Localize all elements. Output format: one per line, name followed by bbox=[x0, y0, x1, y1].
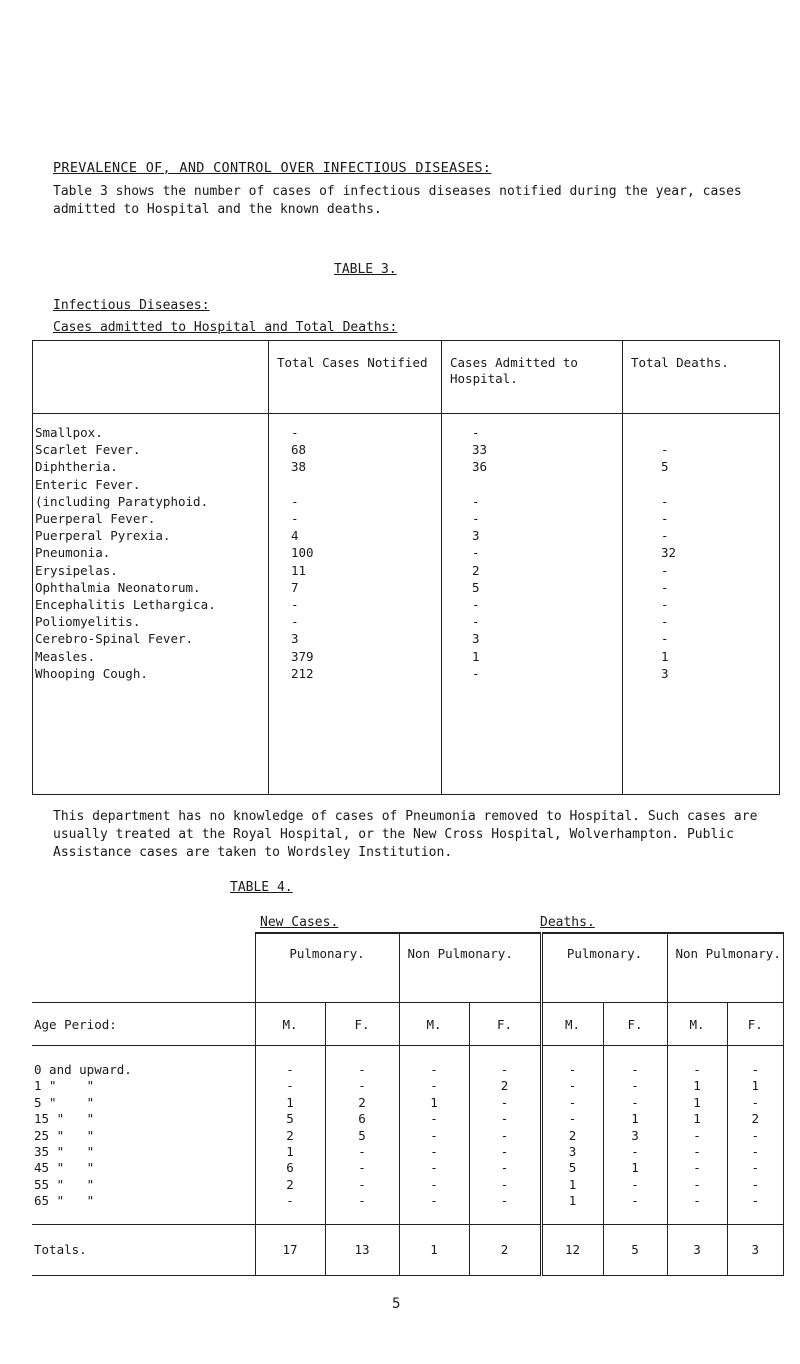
table4-total-cell: 3 bbox=[667, 1224, 727, 1275]
table4-label: TABLE 4. bbox=[230, 880, 293, 895]
table4-value-cell: - bbox=[751, 1176, 760, 1192]
table3-admitted-value: 2 bbox=[472, 562, 480, 578]
table4-age-header: Age Period: bbox=[32, 1003, 255, 1046]
table4-sex-header: M. bbox=[399, 1003, 469, 1046]
table4-value-cell: - bbox=[500, 1094, 509, 1110]
table3-admitted-value: 1 bbox=[472, 648, 480, 664]
table4-value-cell: - bbox=[693, 1062, 701, 1077]
page-number: 5 bbox=[392, 1296, 401, 1312]
table4-sex-header: M. bbox=[667, 1003, 727, 1046]
table4-value-cell: - bbox=[568, 1094, 577, 1110]
table4-value-column bbox=[326, 1062, 399, 1210]
table3-deaths-value bbox=[661, 476, 779, 493]
table4-age-period: 55 " " bbox=[34, 1176, 95, 1192]
table3-notified-value: - bbox=[291, 511, 299, 527]
table4-value-cell: - bbox=[430, 1062, 438, 1077]
table4-value-cell: 1 bbox=[286, 1144, 294, 1160]
table3-notified-value: 7 bbox=[291, 579, 299, 595]
table3-subtitle-2: Cases admitted to Hospital and Total Deaths: bbox=[53, 320, 398, 335]
hospital-note-paragraph: This department has no knowledge of cases of Pneumonia removed to Hospital. Such cases are usually treated at the Royal Hospital, or the New Cross Hospital, Wolverhampton. Public Assistance cases are taken to Wordsley Institution. bbox=[53, 809, 758, 860]
table4-value-cell: 1 bbox=[751, 1078, 760, 1094]
table4-sex-header: F. bbox=[469, 1003, 541, 1046]
table4-value-cell: 1 bbox=[693, 1111, 701, 1127]
table4-value-cell: 3 bbox=[568, 1144, 577, 1160]
table3 bbox=[32, 340, 780, 795]
table4-value-cell: - bbox=[430, 1160, 438, 1176]
table3-notified-value: 68 bbox=[291, 442, 307, 458]
table4-value-column bbox=[543, 1062, 603, 1210]
table4-total-cell: 1 bbox=[399, 1224, 469, 1275]
table3-disease-name: Encephalitis Lethargica. bbox=[35, 597, 216, 613]
table4-value-cell: - bbox=[500, 1160, 509, 1176]
table3-deaths-value bbox=[661, 424, 779, 441]
table4-value-cell: - bbox=[631, 1078, 639, 1094]
table3-admitted-value: - bbox=[472, 614, 480, 630]
table4-age-period: 5 " " bbox=[34, 1094, 95, 1110]
table3-deaths-value: - bbox=[661, 631, 669, 647]
table4-value-cell: - bbox=[751, 1160, 760, 1176]
table3-notified-value: 3 bbox=[291, 631, 299, 647]
table3-disease-name: Diphtheria. bbox=[35, 459, 118, 475]
table3-notified-value: 379 bbox=[291, 648, 314, 664]
table3-disease-name: Poliomyelitis. bbox=[35, 614, 141, 630]
table4-value-cell: 1 bbox=[430, 1094, 438, 1110]
table3-admitted-value: - bbox=[472, 511, 480, 527]
table4-value-cell: 2 bbox=[286, 1127, 294, 1143]
table4-value-cell: - bbox=[751, 1062, 760, 1077]
table3-admitted-value: - bbox=[472, 597, 480, 613]
table4-value-column bbox=[400, 1062, 469, 1210]
table4-value-cell: - bbox=[751, 1144, 760, 1160]
table4-value-cell: - bbox=[430, 1127, 438, 1143]
table4-value-cell: - bbox=[430, 1144, 438, 1160]
table3-disease-name: Puerperal Fever. bbox=[35, 511, 156, 527]
table4-value-cell: - bbox=[631, 1193, 639, 1209]
table4-value-cell: - bbox=[358, 1144, 366, 1160]
table4-value-cell: - bbox=[358, 1078, 366, 1094]
table3-deaths-value: - bbox=[661, 562, 669, 578]
table3-deaths-value: 3 bbox=[661, 665, 669, 681]
table4-sex-header: F. bbox=[727, 1003, 784, 1046]
table4-age-period: 25 " " bbox=[34, 1127, 95, 1143]
table3-notified-value bbox=[291, 476, 441, 493]
table4-value-cell: - bbox=[500, 1176, 509, 1192]
table3-admitted-value bbox=[472, 476, 622, 493]
table3-disease-name: Whooping Cough. bbox=[35, 665, 148, 681]
table3-notified-value: 212 bbox=[291, 665, 314, 681]
table3-deaths-value: - bbox=[661, 614, 669, 630]
table3-admitted-column bbox=[472, 414, 622, 682]
table3-deaths-value: - bbox=[661, 579, 669, 595]
table3-disease-name: Erysipelas. bbox=[35, 562, 118, 578]
table3-deaths-value: - bbox=[661, 442, 669, 458]
table4-value-cell: - bbox=[286, 1193, 294, 1209]
table4-value-cell: 2 bbox=[286, 1176, 294, 1192]
table4-total-cell: 13 bbox=[325, 1224, 399, 1275]
table4-value-cell: 1 bbox=[286, 1094, 294, 1110]
table4-group-new-cases: New Cases. bbox=[260, 915, 339, 930]
table3-admitted-value: - bbox=[472, 545, 480, 561]
table4-subgroup-new-pulmonary: Pulmonary. bbox=[255, 933, 399, 1003]
table4-value-cell: - bbox=[568, 1062, 577, 1077]
table3-deaths-value: - bbox=[661, 493, 669, 509]
table4-value-cell: - bbox=[358, 1062, 366, 1077]
table4-value-cell: - bbox=[693, 1127, 701, 1143]
table4-value-cell: - bbox=[693, 1193, 701, 1209]
table4-totals-label: Totals. bbox=[32, 1224, 255, 1275]
table3-notified-value: - bbox=[291, 493, 299, 509]
table4-age-period: 65 " " bbox=[34, 1193, 95, 1209]
table3-disease-column bbox=[35, 414, 268, 682]
table4-age-period: 0 and upward. bbox=[34, 1062, 132, 1077]
table4-age-period: 1 " " bbox=[34, 1078, 95, 1094]
table4-value-cell: - bbox=[358, 1176, 366, 1192]
table4-value-column bbox=[470, 1062, 540, 1210]
table3-admitted-value: 36 bbox=[472, 459, 488, 475]
table3-deaths-value: - bbox=[661, 511, 669, 527]
table4-value-cell: - bbox=[751, 1094, 760, 1110]
table4-value-cell: 1 bbox=[631, 1160, 639, 1176]
table4-value-cell: 6 bbox=[286, 1160, 294, 1176]
table4-value-cell: - bbox=[631, 1144, 639, 1160]
table4-value-cell: - bbox=[693, 1160, 701, 1176]
table4-value-cell: - bbox=[631, 1094, 639, 1110]
table3-notified-value: 38 bbox=[291, 459, 307, 475]
table3-disease-name: Cerebro-Spinal Fever. bbox=[35, 631, 194, 647]
table4-value-cell: - bbox=[500, 1062, 509, 1077]
table4-value-cell: - bbox=[631, 1062, 639, 1077]
table4-sex-header: M. bbox=[255, 1003, 325, 1046]
table3-disease-name: Pneumonia. bbox=[35, 545, 111, 561]
table4-value-cell: - bbox=[430, 1078, 438, 1094]
table4-value-column bbox=[668, 1062, 727, 1210]
table4-value-cell: - bbox=[358, 1160, 366, 1176]
table3-notified-value: - bbox=[291, 614, 299, 630]
table3-notified-value: - bbox=[291, 597, 299, 613]
table3-deaths-value: 5 bbox=[661, 459, 669, 475]
table4-group-deaths: Deaths. bbox=[540, 915, 595, 930]
table3-deaths-value: - bbox=[661, 597, 669, 613]
table4-age-period: 35 " " bbox=[34, 1144, 95, 1160]
table3-admitted-value: 3 bbox=[472, 528, 480, 544]
table3-admitted-value: - bbox=[472, 425, 480, 440]
table4-value-column bbox=[604, 1062, 667, 1210]
table4-sex-header: F. bbox=[325, 1003, 399, 1046]
table3-subtitle: Infectious Diseases: bbox=[53, 298, 210, 313]
table3-disease-name: Smallpox. bbox=[35, 425, 103, 440]
table4-value-cell: - bbox=[693, 1176, 701, 1192]
table3-notified-value: 11 bbox=[291, 562, 307, 578]
table3-admitted-value: - bbox=[472, 665, 480, 681]
table4-value-cell: 6 bbox=[358, 1111, 366, 1127]
table3-admitted-value: 5 bbox=[472, 579, 480, 595]
table4-value-cell: - bbox=[430, 1111, 438, 1127]
table4-value-cell: - bbox=[568, 1111, 577, 1127]
table3-notified-column bbox=[291, 414, 441, 682]
table4-value-cell: 2 bbox=[358, 1094, 366, 1110]
table4-value-cell: 5 bbox=[568, 1160, 577, 1176]
table4-value-cell: - bbox=[751, 1193, 760, 1209]
table3-deaths-value: 32 bbox=[661, 545, 677, 561]
table3-admitted-value: 3 bbox=[472, 631, 480, 647]
table4-age-period: 45 " " bbox=[34, 1160, 95, 1176]
table4-value-cell: - bbox=[693, 1144, 701, 1160]
table4-value-cell: 2 bbox=[500, 1078, 509, 1094]
table4-value-cell: - bbox=[500, 1193, 509, 1209]
table4-value-cell: - bbox=[286, 1062, 294, 1077]
table4-header-blank bbox=[32, 933, 255, 1003]
table4-value-cell: 3 bbox=[631, 1127, 639, 1143]
table4-value-cell: - bbox=[430, 1193, 438, 1209]
table4-total-cell: 3 bbox=[727, 1224, 784, 1275]
table3-deaths-value: 1 bbox=[661, 648, 669, 664]
table3-deaths-column bbox=[661, 414, 779, 682]
table4-subgroup-deaths-pulmonary: Pulmonary. bbox=[541, 933, 667, 1003]
table4-value-cell: - bbox=[631, 1176, 639, 1192]
table4-subgroup-new-non-pulmonary: Non Pulmonary. bbox=[399, 933, 541, 1003]
table4-total-cell: 2 bbox=[469, 1224, 541, 1275]
table4-value-cell: 1 bbox=[693, 1078, 701, 1094]
intro-paragraph: Table 3 shows the number of cases of infectious diseases notified during the year, cases admitted to Hospital and the known deaths. bbox=[53, 184, 742, 217]
table3-disease-name: Ophthalmia Neonatorum. bbox=[35, 579, 201, 595]
table3-disease-name: Measles. bbox=[35, 648, 96, 664]
table4-value-cell: - bbox=[500, 1127, 509, 1143]
table4-value-cell: 2 bbox=[568, 1127, 577, 1143]
table4-age-column bbox=[34, 1062, 255, 1210]
table3-disease-name: Enteric Fever. bbox=[35, 476, 141, 492]
table4-value-cell: - bbox=[568, 1078, 577, 1094]
table4-value-cell: 1 bbox=[631, 1111, 639, 1127]
table4-value-cell: - bbox=[751, 1127, 760, 1143]
table4-total-cell: 12 bbox=[541, 1224, 603, 1275]
table3-notified-value: 4 bbox=[291, 528, 299, 544]
table4-value-cell: - bbox=[430, 1176, 438, 1192]
table3-notified-value: - bbox=[291, 425, 299, 440]
table3-notified-value: 100 bbox=[291, 545, 314, 561]
table4 bbox=[32, 932, 784, 1276]
table4-subgroup-deaths-non-pulmonary: Non Pulmonary. bbox=[667, 933, 784, 1003]
table3-disease-name: Scarlet Fever. bbox=[35, 442, 141, 458]
table4-sex-header: F. bbox=[603, 1003, 667, 1046]
table4-value-cell: 5 bbox=[358, 1127, 366, 1143]
table4-total-cell: 5 bbox=[603, 1224, 667, 1275]
table4-value-cell: 1 bbox=[568, 1176, 577, 1192]
table3-label: TABLE 3. bbox=[334, 262, 397, 277]
table4-value-cell: - bbox=[500, 1111, 509, 1127]
table4-age-period: 15 " " bbox=[34, 1111, 95, 1127]
table4-sex-header: M. bbox=[541, 1003, 603, 1046]
table4-value-cell: - bbox=[500, 1144, 509, 1160]
table3-disease-name: Puerperal Pyrexia. bbox=[35, 528, 171, 544]
table3-header-blank bbox=[33, 341, 269, 414]
table4-value-cell: 5 bbox=[286, 1111, 294, 1127]
table4-value-cell: - bbox=[358, 1193, 366, 1209]
table3-admitted-value: - bbox=[472, 493, 480, 509]
table4-value-column bbox=[256, 1062, 325, 1210]
table3-header-admitted: Cases Admitted to Hospital. bbox=[442, 341, 623, 414]
table4-value-cell: 2 bbox=[751, 1111, 760, 1127]
table3-header-notified: Total Cases Notified bbox=[269, 341, 442, 414]
table4-value-cell: - bbox=[286, 1078, 294, 1094]
table3-deaths-value: - bbox=[661, 528, 669, 544]
table4-value-cell: 1 bbox=[693, 1094, 701, 1110]
table4-value-cell: 1 bbox=[568, 1193, 577, 1209]
table3-header-deaths: Total Deaths. bbox=[623, 341, 780, 414]
table4-value-column bbox=[728, 1062, 784, 1210]
table3-admitted-value: 33 bbox=[472, 442, 488, 458]
page-heading: PREVALENCE OF, AND CONTROL OVER INFECTIOUS DISEASES: bbox=[53, 160, 492, 176]
table4-total-cell: 17 bbox=[255, 1224, 325, 1275]
table3-disease-name: (including Paratyphoid. bbox=[35, 493, 209, 509]
